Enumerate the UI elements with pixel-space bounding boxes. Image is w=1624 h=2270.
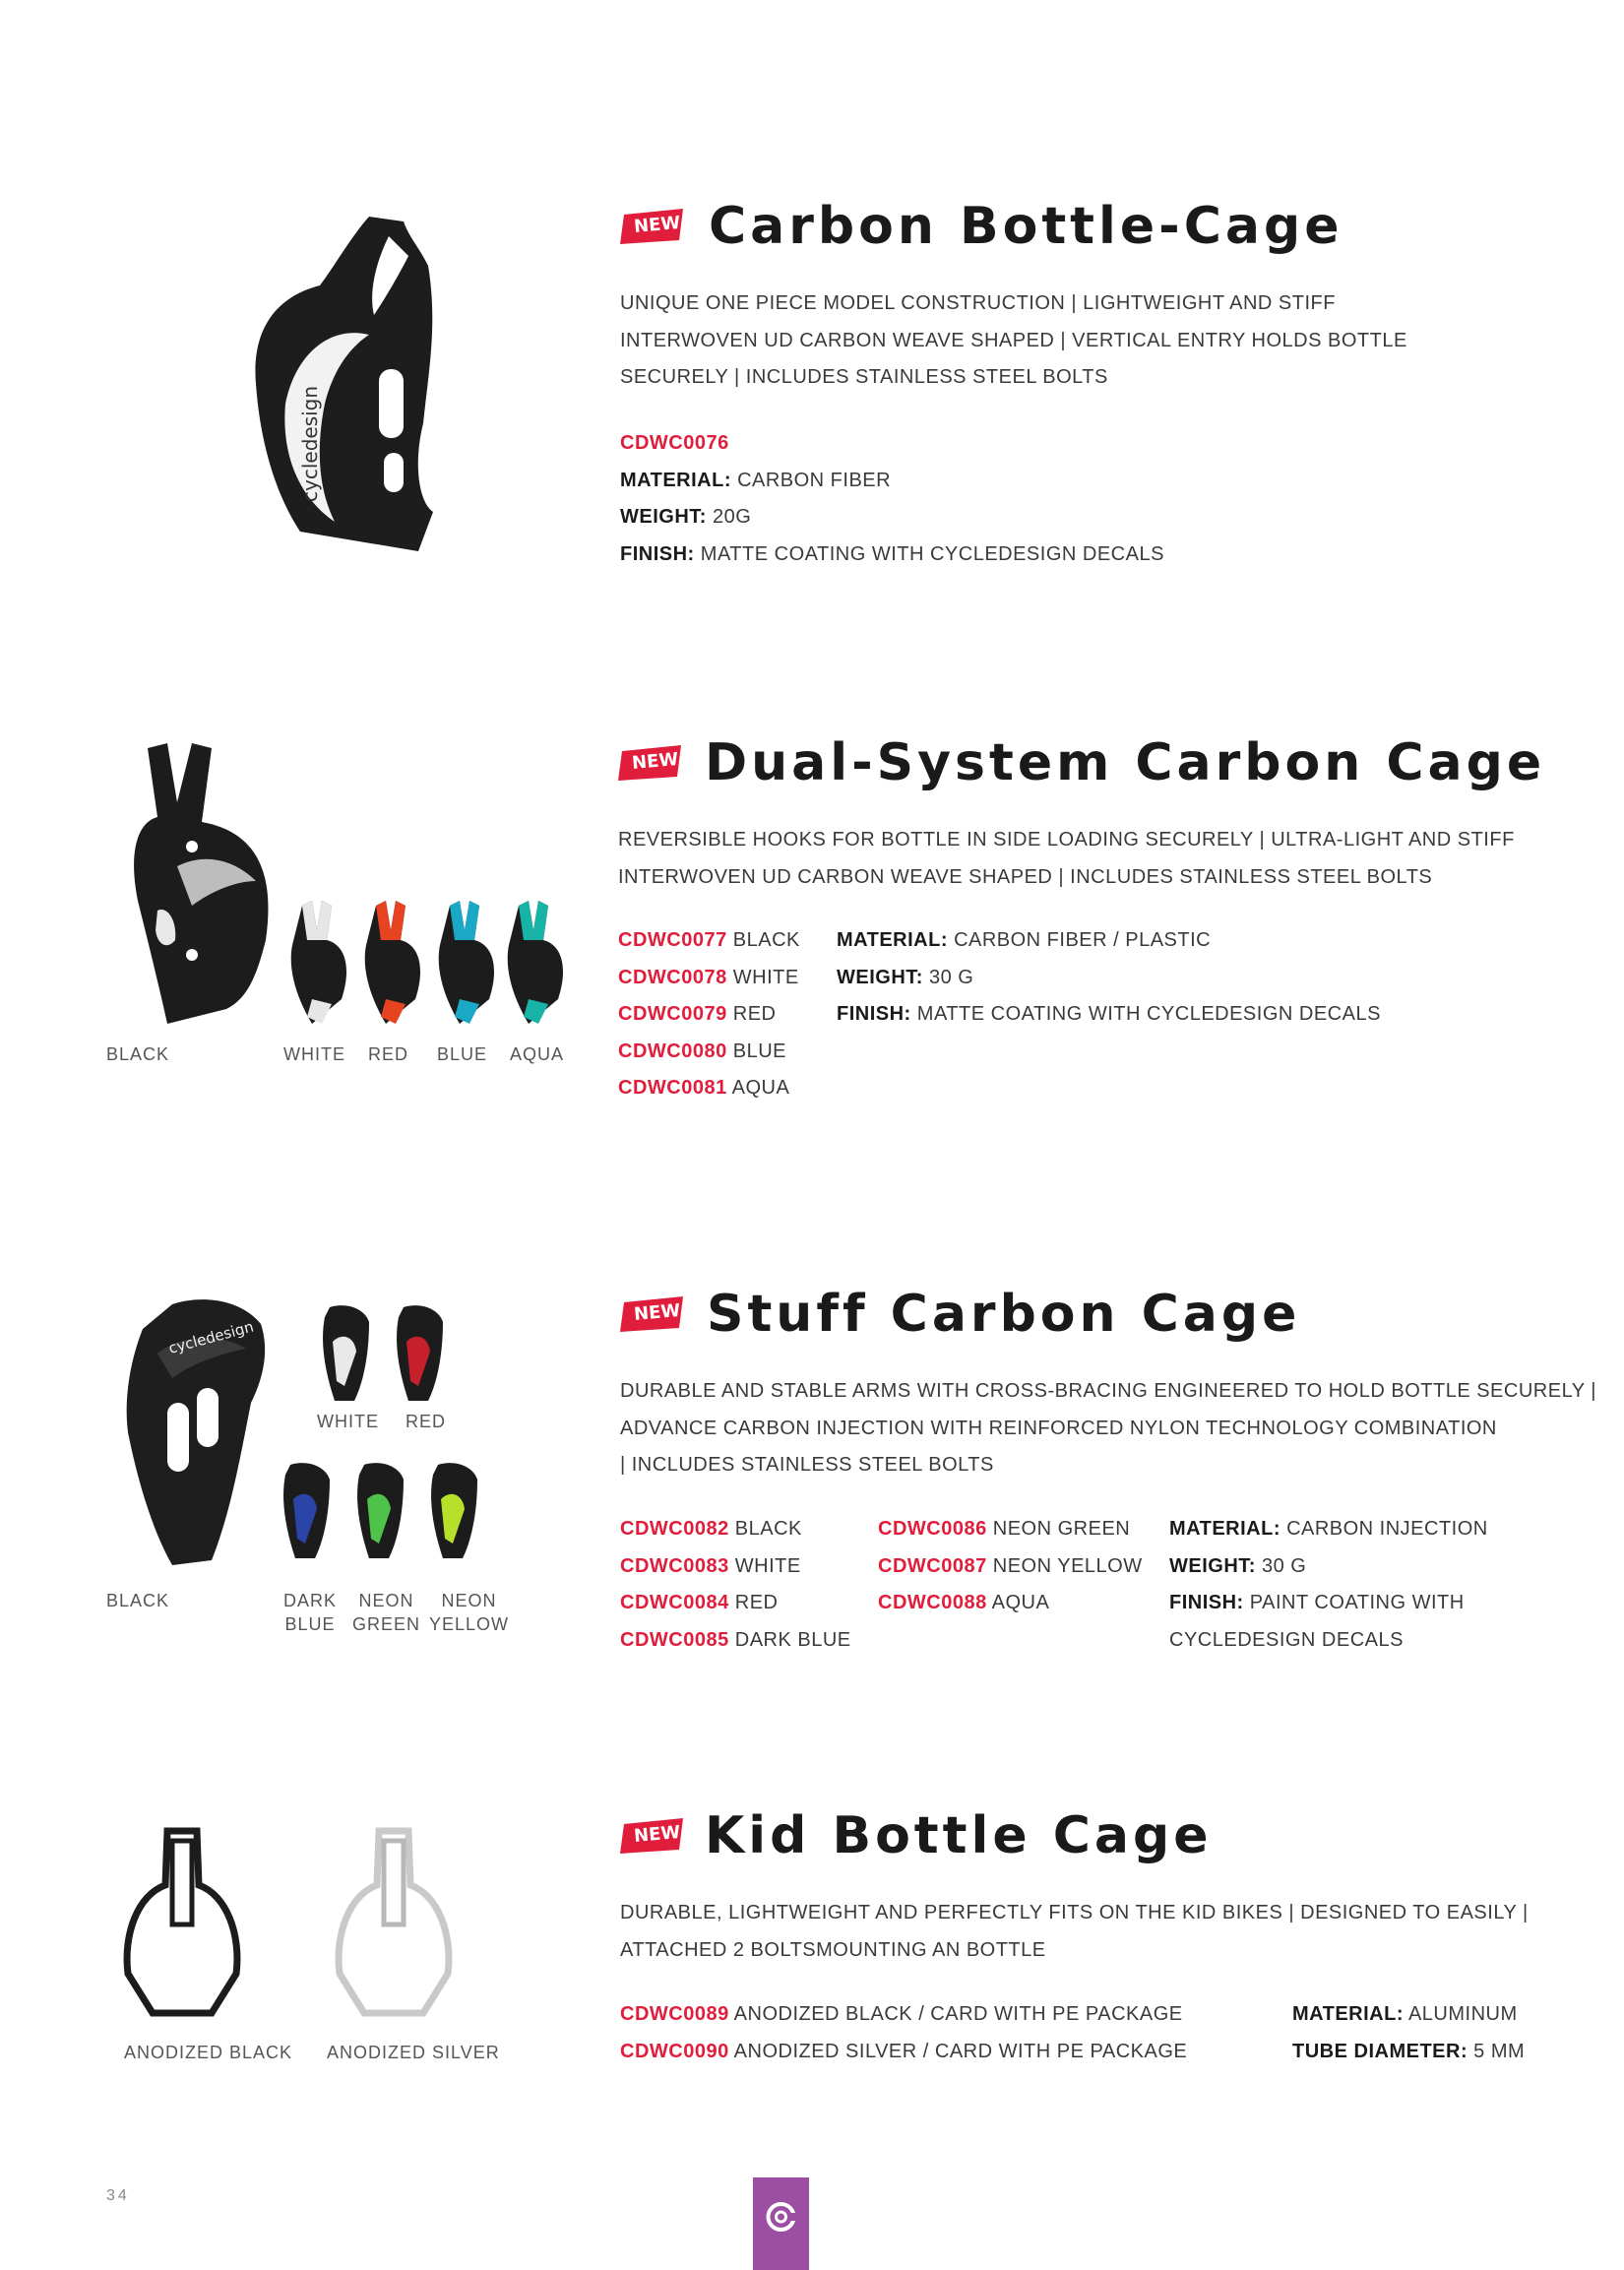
new-badge-text: NEW [633,1821,682,1848]
spec-label: TUBE DIAMETER: [1292,2040,1468,2062]
caption-neon-yellow [429,1589,509,1636]
new-badge [618,745,681,786]
caption-black: BLACK [106,1591,170,1610]
swatch-white [323,1305,369,1401]
section-description [618,822,1515,896]
section-description [620,285,1407,397]
brand-tab [753,2177,809,2270]
section-description [620,1895,1529,1969]
section-title: Dual-System Carbon Cage [705,733,1546,792]
variant-color: WHITE [734,1554,801,1577]
cycledesign-decal: cycledesign [166,1317,256,1357]
variant-item [620,1548,851,1586]
desc-line: DURABLE, LIGHTWEIGHT AND PERFECTLY FITS ON THE KID BIKES | DESIGNED TO EASILY | [620,1902,1529,1923]
brand-logo-icon [753,2189,809,2248]
variant-color: ANODIZED BLACK / CARD WITH PE PACKAGE [733,2003,1183,2025]
new-badge-text: NEW [633,1299,682,1326]
spec-list [1169,1511,1488,1659]
caption-line: NEON [358,1591,414,1610]
caption-black: BLACK [106,1044,170,1064]
swatch-blue [439,901,494,1024]
caption-line: YELLOW [429,1614,510,1634]
caption-anodized-black: ANODIZED BLACK [124,2043,293,2062]
swatch-red [397,1305,443,1401]
spec-label: MATERIAL: [620,469,731,491]
caption-red: RED [406,1412,447,1431]
variant-color: NEON YELLOW [992,1554,1143,1577]
variant-item [878,1585,1143,1622]
spec-label: WEIGHT: [1169,1554,1256,1577]
desc-line: SECURELY | INCLUDES STAINLESS STEEL BOLTS [620,366,1108,388]
section-description [620,1373,1596,1484]
spec-label: MATERIAL: [1169,1518,1280,1540]
section-title: Carbon Bottle-Cage [709,197,1343,256]
swatch-aqua [508,901,563,1024]
desc-line: UNIQUE ONE PIECE MODEL CONSTRUCTION | LIGHTWEIGHT AND STIFF [620,292,1336,314]
spec-value: 5 MM [1473,2040,1526,2062]
color-swatch-images [278,901,573,1029]
variant-color: ANODIZED SILVER / CARD WITH PE PACKAGE [733,2040,1188,2062]
caption-neon-green [352,1589,420,1636]
variant-color: BLACK [732,929,800,951]
spec-tube-diameter [1292,2034,1525,2071]
product-code: CDWC0087 [878,1554,987,1577]
product-code: CDWC0080 [618,1040,727,1062]
product-code: CDWC0083 [620,1554,729,1577]
swatch-neon-green [357,1463,404,1558]
spec-value: CARBON FIBER / PLASTIC [954,929,1212,951]
variant-color: NEON GREEN [992,1518,1131,1540]
desc-line: DURABLE AND STABLE ARMS WITH CROSS-BRACING ENGINEERED TO HOLD BOTTLE SECURELY | [620,1380,1596,1402]
spec-value: MATTE COATING WITH CYCLEDESIGN DECALS [700,542,1164,565]
variant-item [620,2034,1187,2071]
product-code: CDWC0079 [618,1003,727,1025]
spec-value: ALUMINUM [1407,2003,1518,2025]
section-title: Stuff Carbon Cage [707,1285,1301,1344]
spec-label: FINISH: [1169,1592,1244,1613]
swatch-red [365,901,420,1024]
variant-color: WHITE [732,966,799,988]
variant-item [618,922,800,960]
desc-line: REVERSIBLE HOOKS FOR BOTTLE IN SIDE LOADING SECURELY | ULTRA-LIGHT AND STIFF [618,829,1515,851]
caption-dark-blue [283,1589,337,1636]
variant-list [618,922,800,1107]
caption-white: WHITE [283,1044,345,1064]
caption-line: BLUE [284,1614,336,1634]
variant-list [620,1511,851,1659]
variant-color: AQUA [991,1592,1050,1613]
new-badge-text: NEW [633,212,682,238]
cycledesign-decal: cycledesign [298,385,322,502]
variant-item [620,1511,851,1548]
desc-line: ATTACHED 2 BOLTSMOUNTING AN BOTTLE [620,1938,1046,1961]
variant-item [878,1511,1143,1548]
desc-line: ADVANCE CARBON INJECTION WITH REINFORCED NYLON TECHNOLOGY COMBINATION [620,1417,1497,1439]
variant-color: DARK BLUE [734,1628,851,1651]
product-image-kid-silver [330,1826,458,2018]
variant-item [618,996,800,1034]
swatch-neon-yellow [431,1463,477,1558]
variant-color: AQUA [731,1077,790,1099]
new-badge [620,1818,683,1859]
product-code: CDWC0082 [620,1518,729,1540]
product-code: CDWC0076 [620,432,729,454]
spec-value: 20G [713,506,752,528]
product-code: CDWC0077 [618,929,727,951]
product-image-kid-black [118,1826,246,2018]
caption-line: GREEN [352,1614,421,1634]
spec-material [1292,1996,1525,2034]
product-code: CDWC0088 [878,1592,987,1613]
variant-item [620,1585,851,1622]
product-image-dual-system-black [118,743,276,1024]
spec-label: MATERIAL: [1292,2003,1404,2025]
variant-color: RED [734,1592,779,1613]
variant-color: BLACK [734,1518,802,1540]
color-swatch-images [276,1297,502,1573]
new-badge [620,209,683,249]
caption-anodized-silver: ANODIZED SILVER [327,2043,500,2062]
product-image-carbon-bottle-cage [241,207,438,561]
spec-list [837,922,1381,1034]
spec-value: CARBON FIBER [737,469,892,491]
product-image-stuff-black [113,1294,271,1565]
spec-value: PAINT COATING WITH [1249,1592,1465,1613]
caption-aqua: AQUA [510,1044,565,1064]
spec-label: WEIGHT: [837,966,923,988]
spec-label: MATERIAL: [837,929,948,951]
spec-material [837,922,1381,960]
spec-label: FINISH: [620,542,695,565]
caption-red: RED [368,1044,409,1064]
section-title: Kid Bottle Cage [705,1806,1213,1865]
desc-line: INTERWOVEN UD CARBON WEAVE SHAPED | VERTICAL ENTRY HOLDS BOTTLE [620,329,1407,351]
new-badge [620,1296,683,1337]
spec-value: 30 G [1262,1554,1307,1577]
product-code: CDWC0078 [618,966,727,988]
desc-line: | INCLUDES STAINLESS STEEL BOLTS [620,1454,994,1476]
spec-value: CYCLEDESIGN DECALS [1169,1628,1404,1651]
spec-label: WEIGHT: [620,506,707,528]
variant-item [618,1070,800,1107]
variant-item [620,1996,1187,2034]
product-code: CDWC0084 [620,1592,729,1613]
variant-item [878,1548,1143,1586]
page-number: 34 [106,2187,130,2204]
swatch-white [291,901,346,1024]
spec-finish-cont [1169,1622,1488,1660]
spec-weight [837,960,1381,997]
spec-finish [620,536,1164,574]
swatch-dark-blue [283,1463,330,1558]
caption-white: WHITE [317,1412,379,1431]
spec-value: 30 G [929,966,974,988]
spec-finish [837,996,1381,1034]
spec-value: CARBON INJECTION [1286,1518,1488,1540]
variant-item [620,1622,851,1660]
spec-weight [1169,1548,1488,1586]
variant-list [620,1996,1187,2070]
product-code: CDWC0085 [620,1628,729,1651]
spec-finish [1169,1585,1488,1622]
caption-blue: BLUE [437,1044,488,1064]
product-code: CDWC0081 [618,1077,727,1099]
variant-color: BLUE [732,1040,787,1062]
caption-line: NEON [441,1591,497,1610]
spec-list [620,425,1164,573]
new-badge-text: NEW [631,748,680,775]
spec-label: FINISH: [837,1003,911,1025]
spec-material [620,463,1164,500]
spec-material [1169,1511,1488,1548]
spec-list [1292,1996,1525,2070]
product-code: CDWC0089 [620,2003,729,2025]
spec-value: MATTE COATING WITH CYCLEDESIGN DECALS [916,1003,1381,1025]
product-code: CDWC0090 [620,2040,729,2062]
variant-item [618,1034,800,1071]
variant-item [618,960,800,997]
variant-color: RED [732,1003,777,1025]
product-code: CDWC0086 [878,1518,987,1540]
spec-weight [620,499,1164,536]
desc-line: INTERWOVEN UD CARBON WEAVE SHAPED | INCLUDES STAINLESS STEEL BOLTS [618,865,1433,888]
caption-line: DARK [283,1591,338,1610]
variant-list [878,1511,1143,1622]
